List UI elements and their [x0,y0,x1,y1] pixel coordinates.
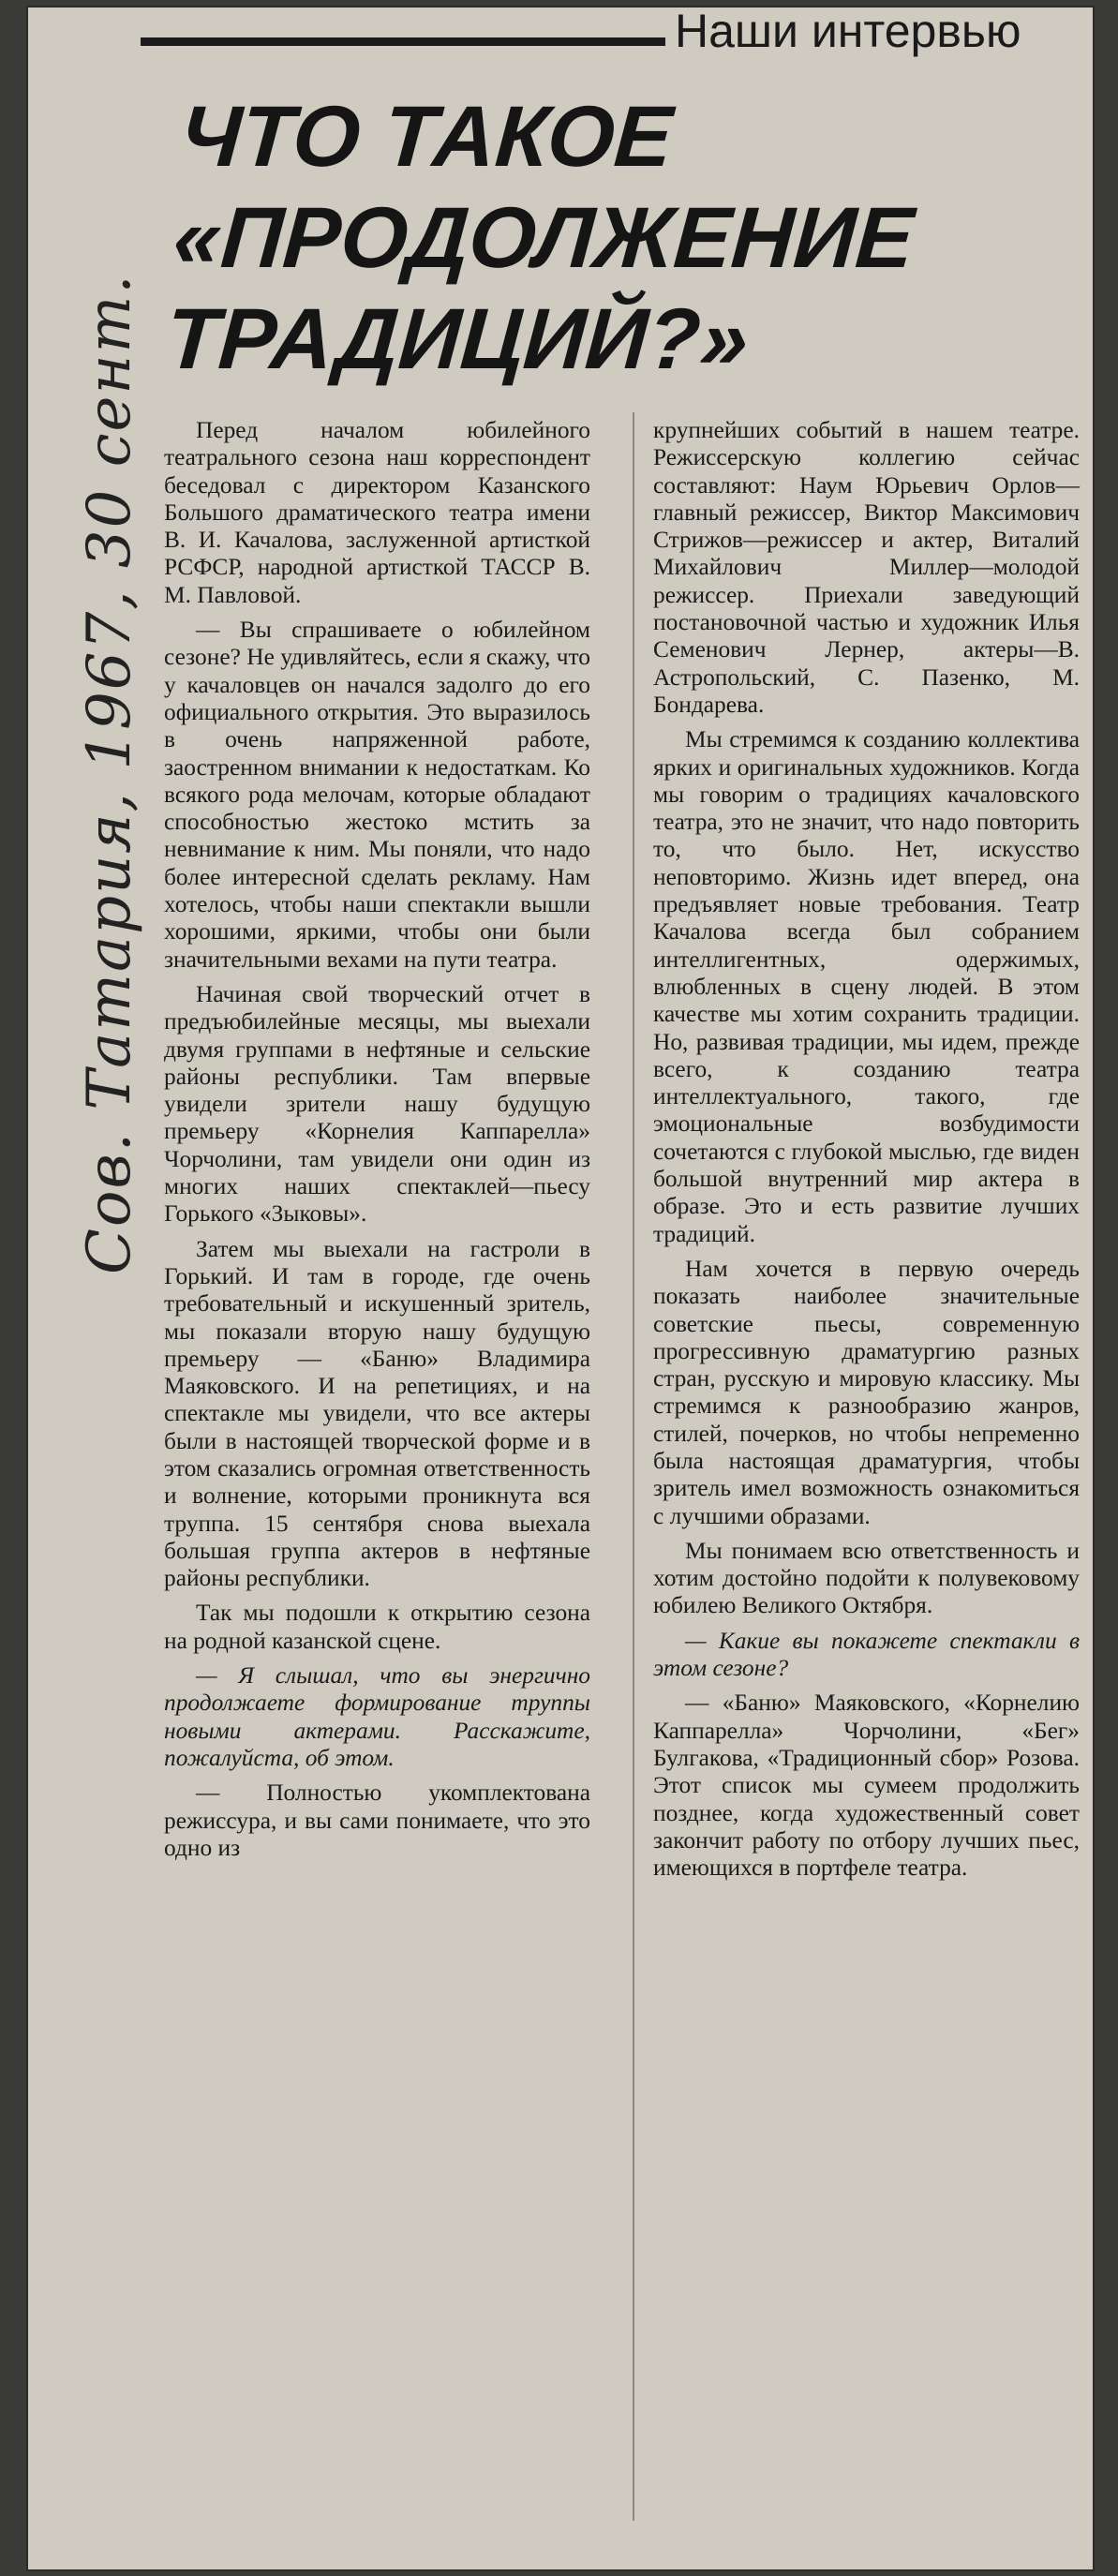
paragraph: Так мы подошли к открытию сезона на родной казанской сцене. [164,1600,590,1654]
headline [163,86,1028,390]
section-label: Наши интервью [675,5,1021,57]
paragraph: — Полностью укомплектована режиссура, и вы сами понимаете, что это одно из [164,1779,590,1861]
paragraph: Перед началом юбилейного театрального сезона наш корреспондент беседовал с директором Казанского Большого драматического театра имени В. И. Качалова, заслуженной артисткой РСФСР, народной артисткой ТАССР В. М. Павловой. [164,417,590,608]
headline-line-3: ТРАДИЦИЙ?» [162,291,753,387]
header-rule [141,37,665,46]
paragraph: Начиная свой творческий отчет в предъюбилейные месяцы, мы выехали двумя группами в нефтяные и сельские районы республики. Там впервые увидели зрители нашу будущую премьеру «Корнелия Каппарелла» Чорчолини, там увидели они один из многих наших спектаклей—пьесу Горького «Зыковы». [164,980,590,1228]
interview-question: — Какие вы покажете спектакли в этом сезоне? [653,1627,1080,1682]
paragraph: Мы понимаем всю ответственность и хотим достойно подойти к полувековому юбилею Великого Октября. [653,1537,1080,1619]
headline-line-1: ЧТО ТАКОЕ [176,89,676,185]
paragraph: Нам хочется в первую очередь показать наиболее значительные советские пьесы, современную прогрессивную драматургию разных стран, русскую и мировую классику. Мы стремимся к разнообразию жанров, стилей, почерков, но чтобы непременно была настоящая драматургия, чтобы зритель имел возможность ознакомиться с лучшими образами. [653,1255,1080,1529]
paragraph: — Вы спрашиваете о юбилейном сезоне? Не удивляйтесь, если я скажу, что у качаловцев он начался задолго до его официального открытия. Это выразилось в очень напряженной работе, заостренном внимании к недостаткам. Ко всякого рода мелочам, которые обладают способностью жестоко мстить за невнимание к ним. Мы поняли, что надо более интересной сделать рекламу. Нам хотелось, чтобы наши спектакли вышли хорошими, яркими, чтобы они были значительными вехами на пути театра. [164,617,590,973]
column-divider [633,412,634,2521]
paragraph: Мы стремимся к созданию коллектива ярких и оригинальных художников. Когда мы говорим о традициях качаловского театра, это не значит, что надо повторить то, что было. Нет, искусство неповторимо. Жизнь идет вперед, она предъявляет новые требования. Театр Качалова всегда был собранием интеллигентных, одержимых, влюбленных в сцену людей. В этом качестве мы хотим сохранить традиции. Но, развивая традиции, мы идем, прежде всего, к созданию театра интеллектуального, такого, где эмоциональные возбудимости сочетаются с глубокой мыслью, где виден большой внутренний мир актера в образе. Это и есть развитие лучших традиций. [653,726,1080,1247]
interview-question: — Я слышал, что вы энергично продолжаете формирование труппы новыми актерами. Расскажите, пожалуйста, об этом. [164,1662,590,1771]
article-column-right [653,417,1080,1889]
paragraph: Затем мы выехали на гастроли в Горький. И там в городе, где очень требовательный и искушенный зритель, мы показали вторую нашу будущую премьеру — «Баню» Владимира Маяковского. И на репетициях, и на спектакле мы увидели, что все актеры были в настоящей творческой форме и в этом сказались огромная ответственность и волнение, которыми проникнута вся труппа. 15 сентября снова выехала большая группа актеров в нефтяные районы республики. [164,1235,590,1592]
handwritten-note: Сов. Татария, 1967, 30 сент. [75,273,144,1274]
headline-line-2: «ПРОДОЛЖЕНИЕ [170,190,917,286]
article-column-left [164,417,590,1869]
paragraph: — «Баню» Маяковского, «Корнелию Каппарелла» Чорчолини, «Бег» Булгакова, «Традиционный сбор» Розова. Этот список мы сумеем продолжить позднее, когда художественный совет закончит работу по отбору лучших пьес, имеющихся в портфеле театра. [653,1690,1080,1882]
paragraph: крупнейших событий в нашем театре. Режиссерскую коллегию сейчас составляют: Наум Юрьевич Орлов—главный режиссер, Виктор Максимович Стрижов—режиссер и актер, Виталий Михайлович Миллер—молодой режиссер. Приехали заведующий постановочной частью и художник Илья Семенович Лернер, актеры—В. Астропольский, С. Пазенко, М. Бондарева. [653,417,1080,718]
